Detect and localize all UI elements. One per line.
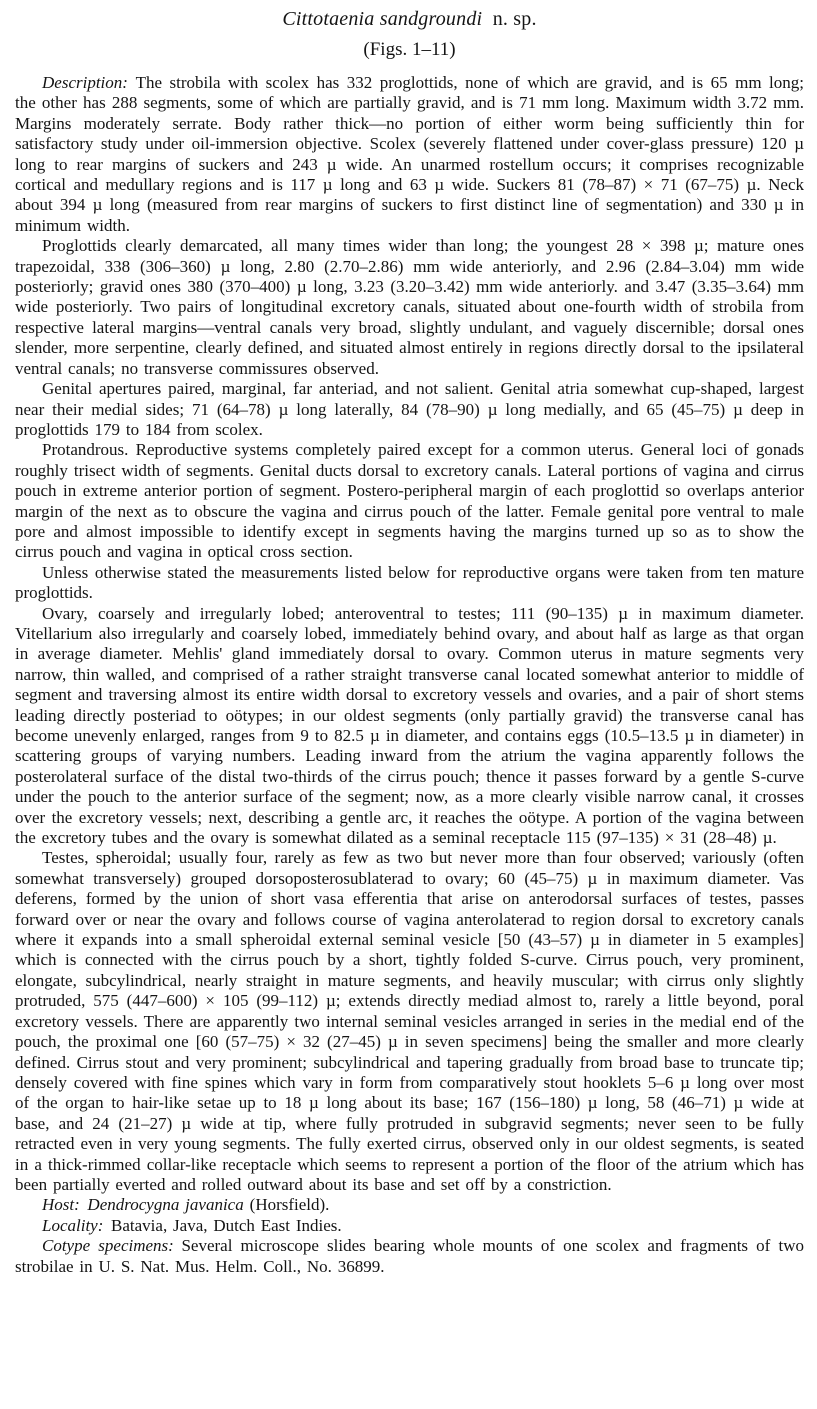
paragraph-text: Proglottids clearly demarcated, all many times wider than long; the youngest 28 × 398 µ; mature ones trapezoidal, 338 (306–360) µ long, 2.80 (2.70–2.86) mm wide anteriorly, and 2.96 (2.84–3.04) mm wide posteriorly; gravid ones 380 (370–400) µ long, 3.23 (3.20–3.42) mm wide anteriorly. and 3.47 (3.35–3.64) mm wide posteriorly. Two pairs of longitudinal excretory canals, situated about one-fourth width of strobila from respective lateral margins—ventral canals very broad, slightly undulant, and vaguely discernible; dorsal ones slender, more serpentine, clearly defined, and situated almost entirely in regions directly dorsal to the ipsilateral ventral canals; no transverse commissures observed. xyxy=(15,236,804,378)
paragraph-text: Unless otherwise stated the measurements listed below for reproductive organs were taken from ten mature proglottids. xyxy=(15,562,804,603)
paragraph-text: The strobila with scolex has 332 proglottids, none of which are gravid, and is 65 mm long; the other has 288 segments, some of which are partially gravid, and is 71 mm long. Maximum width 3.72 mm. Margins moderately serrate. Body rather thick—no portion of either worm being sufficiently thin for satisfactory study under oil-immersion objective. Scolex (severely flattened under cover-glass pressure) 120 µ long to rear margins of suckers and 243 µ wide. An unarmed rostellum occurs; it comprises recognizable cortical and medullary regions and is 117 µ long and 63 µ wide. Suckers 81 (78–87) × 71 (67–75) µ. Neck about 394 µ long (measured from rear margins of suckers to first distinct line of segmentation) and 330 µ in minimum width. xyxy=(15,73,804,235)
figures-reference: (Figs. 1–11) xyxy=(363,39,456,60)
paragraph-text: Protandrous. Reproductive systems completely paired except for a common uterus. General loci of gonads roughly trisect width of segments. Genital ducts dorsal to excretory canals. Lateral portions of vagina and cirrus pouch in extreme anterior portion of segment. Postero-peripheral margin of each proglottid so overlaps anterior margin of the next as to obscure the vagina and cirrus pouch of the latter. Female genital pore ventral to male pore and almost impossible to identify except in segments having the margins turned up so as to show the cirrus pouch and vagina in optical cross section. xyxy=(15,440,804,562)
paragraph-text: Several microscope slides bearing whole mounts of one scolex and fragments of two strobilae in U. S. Nat. Mus. Helm. Coll., No. 36899. xyxy=(15,1236,804,1276)
paragraph-text: Testes, spheroidal; usually four, rarely as few as two but never more than four observed; variously (often somewhat transversely) grouped dorsoposterosublaterad to ovary; 60 (45–75) µ in maximum diameter. Vas deferens, formed by the union of short vasa efferentia that arise on anterodorsal surfaces of testes, passes forward over or near the ovary and follows course of vagina anterolaterad to region dorsal to excretory canals where it expands into a small spheroidal external seminal vesicle [50 (43–57) µ in diameter in 5 examples] which is connected with the cirrus pouch by a short, tightly folded S-curve. Cirrus pouch, very prominent, elongate, subcylindrical, nearly straight in mature segments, and heavily muscular; with cirrus only slightly protruded, 575 (447–600) × 105 (99–112) µ; extends directly mediad almost to, rarely a little beyond, poral excretory vessels. There are apparently two internal seminal vesicles arranged in series in the medial end of the pouch, the proximal one [60 (57–75) × 32 (27–45) µ in seven specimens] being the smaller and more clearly defined. Cirrus stout and very prominent; subcylindrical and tapering gradually from broad base to truncate tip; densely covered with fine spines which vary in form from comparatively stout hooklets 5–6 µ long over most of the organ to hair-like setae up to 18 µ long about its base; 167 (156–180) µ long, 58 (46–71) µ wide at base, and 24 (21–27) µ wide at tip, where fully protruded in subgravid segments; never seen to be fully retracted even in very young segments. The fully exerted cirrus, observed only in our oldest segments, is seated in a thick-rimmed collar-like receptacle which seems to represent a portion of the floor of the atrium which has been partially everted and rolled outward about its base and set off by a constriction. xyxy=(15,848,804,1194)
paragraph-label: Description: xyxy=(42,73,128,92)
paragraph-text: Ovary, coarsely and irregularly lobed; anteroventral to testes; 111 (90–135) µ in maximum diameter. Vitellarium also irregularly and coarsely lobed, immediately behind ovary, and about half as large as that organ in average diameter. Mehlis' gland immediately dorsal to ovary. Common uterus in mature segments very narrow, thin walled, and comprised of a rather straight transverse canal located somewhat anterior to middle of segment and traversing almost its entire width dorsal to excretory vessels and ovaries, and a pair of short stems leading directly posteriad to oötypes; in our oldest segments (only partially gravid) the transverse canal has become unevenly enlarged, ranges from 9 to 82.5 µ in diameter, and contains eggs (10.5–13.5 µ in diameter) in scattering groups of varying numbers. Leading inward from the atrium the vagina apparently follows the posterolateral surface of the distal two-thirds of the cirrus pouch; thence it passes forward by a gentle S-curve under the pouch to the anterior surface of the segment; now, as a more clearly visible narrow canal, it crosses over the excretory vessels; next, describing a gentle arc, it reaches the oötype. A portion of the vagina between the excretory tubes and the ovary is somewhat dilated as a seminal receptacle 115 (97–135) × 31 (28–48) µ. xyxy=(15,603,804,848)
paragraph-proglottids xyxy=(15,236,804,379)
paragraph-label: Cotype specimens: xyxy=(42,1236,174,1256)
paragraph-genital-apertures xyxy=(15,379,804,440)
paragraph-measurements-note xyxy=(15,563,804,604)
paragraph-testes xyxy=(15,848,804,1195)
title-species-name: Cittotaenia sandgroundi xyxy=(282,8,483,30)
page-title xyxy=(15,6,804,32)
title-new-species-label: n. sp. xyxy=(492,8,537,30)
paragraph-label: Host: xyxy=(42,1195,80,1215)
paragraph-text: Batavia, Java, Dutch East Indies. xyxy=(111,1215,342,1235)
paragraph-label: Locality: xyxy=(42,1215,104,1235)
paragraph-ovary xyxy=(15,604,804,849)
paragraph-protandrous xyxy=(15,440,804,562)
paragraph-host xyxy=(15,1195,804,1215)
paragraph-text: (Horsfield). xyxy=(249,1195,330,1215)
paragraph-cotype-specimens xyxy=(15,1236,804,1277)
paragraph-locality xyxy=(15,1216,804,1236)
paragraph-description xyxy=(15,73,804,236)
host-species-name: Dendrocygna javanica xyxy=(87,1195,244,1215)
paragraph-text: Genital apertures paired, marginal, far anteriad, and not salient. Genital atria somewhat cup-shaped, largest near their medial sides; 71 (64–78) µ long laterally, 84 (78–90) µ long medially, and 65 (45–75) µ deep in proglottids 179 to 184 from scolex. xyxy=(15,379,804,439)
article-body xyxy=(15,73,804,1277)
